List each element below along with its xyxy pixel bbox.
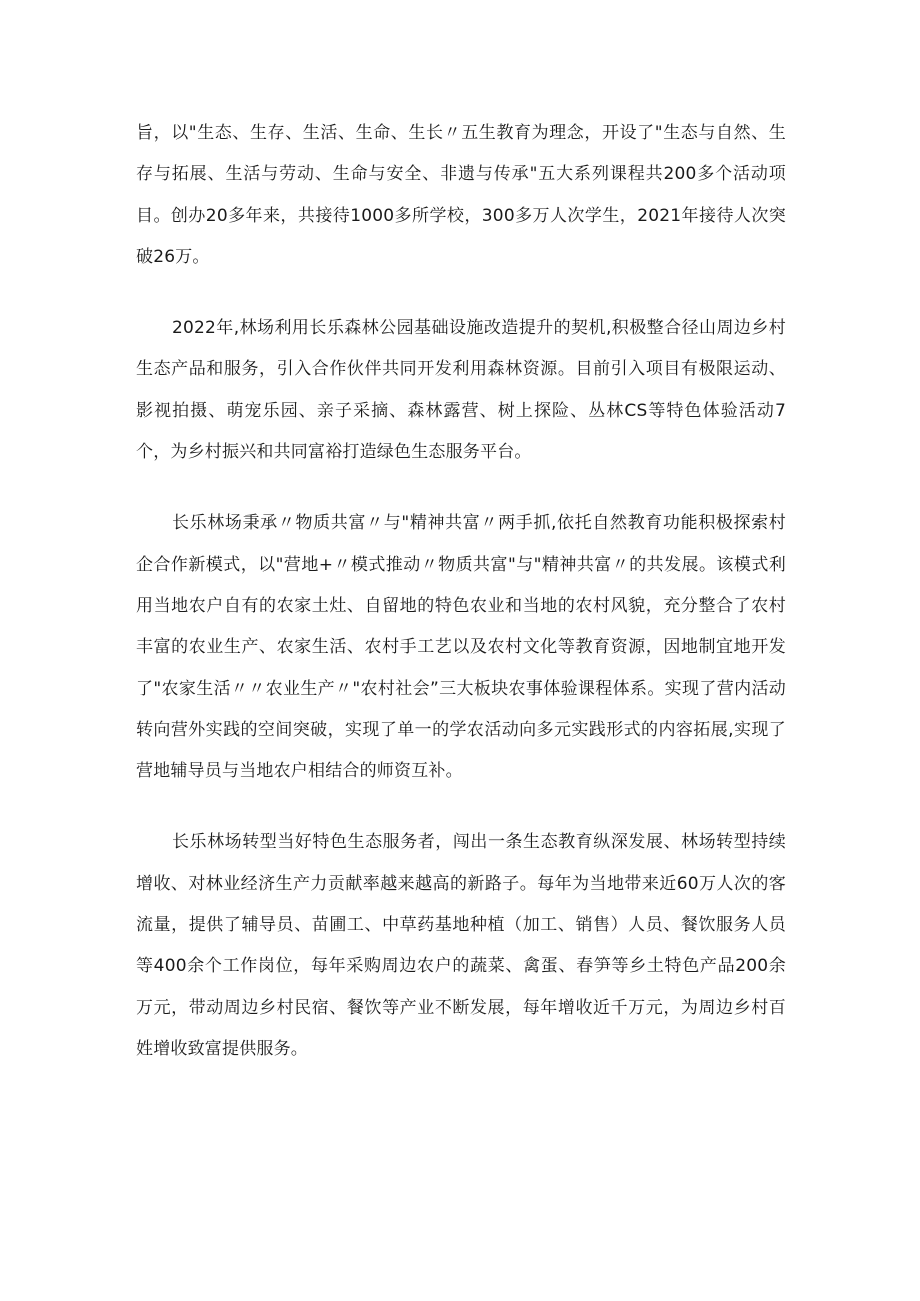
document-body xyxy=(136,113,786,1070)
paragraph-ecological-service: 长乐林场转型当好特色生态服务者，闯出一条生态教育纵深发展、林场转型持续增收、对林业经济生产力贡献率越来越高的新路子。每年为当地带来近60万人次的客流量，提供了辅导员、苗圃工、中草药基地种植（加工、销售）人员、餐饮服务人员等400余个工作岗位，每年采购周边农户的蔬菜、禽蛋、春笋等乡土特色产品200余万元，带动周边乡村民宿、餐饮等产业不断发展，每年增收近千万元，为周边乡村百姓增收致富提供服务。 xyxy=(136,832,786,1059)
paragraph-continued: 旨，以"生态、生存、生活、生命、生长〃五生教育为理念，开设了"生态与自然、生存与拓展、生活与劳动、生命与安全、非遗与传承"五大系列课程共200多个活动项目。创办20多年来，共接待1000多所学校，300多万人次学生，2021年接待人次突破26万。 xyxy=(136,123,786,267)
paragraph-2022-project: 2022年,林场利用长乐森林公园基础设施改造提升的契机,积极整合径山周边乡村生态产品和服务，引入合作伙伴共同开发利用森林资源。目前引入项目有极限运动、影视拍摄、萌宠乐园、亲子采摘、森林露营、树上探险、丛林CS等特色体验活动7个，为乡村振兴和共同富裕打造绿色生态服务平台。 xyxy=(136,318,786,463)
paragraph-common-prosperity: 长乐林场秉承〃物质共富〃与"精神共富〃两手抓,依托自然教育功能积极探索村企合作新模式，以"营地+〃模式推动〃物质共富"与"精神共富〃的共发展。该模式利用当地农户自有的农家土灶、自留地的特色农业和当地的农村风貌，充分整合了农村丰富的农业生产、农家生活、农村手工艺以及农村文化等教育资源，因地制宜地开发了"农家生活〃〃农业生产〃"农村社会”三大板块农事体验课程体系。实现了营内活动转向营外实践的空间突破，实现了单一的学农活动向多元实践形式的内容拓展,实现了营地辅导员与当地农户相结合的师资互补。 xyxy=(136,513,786,782)
